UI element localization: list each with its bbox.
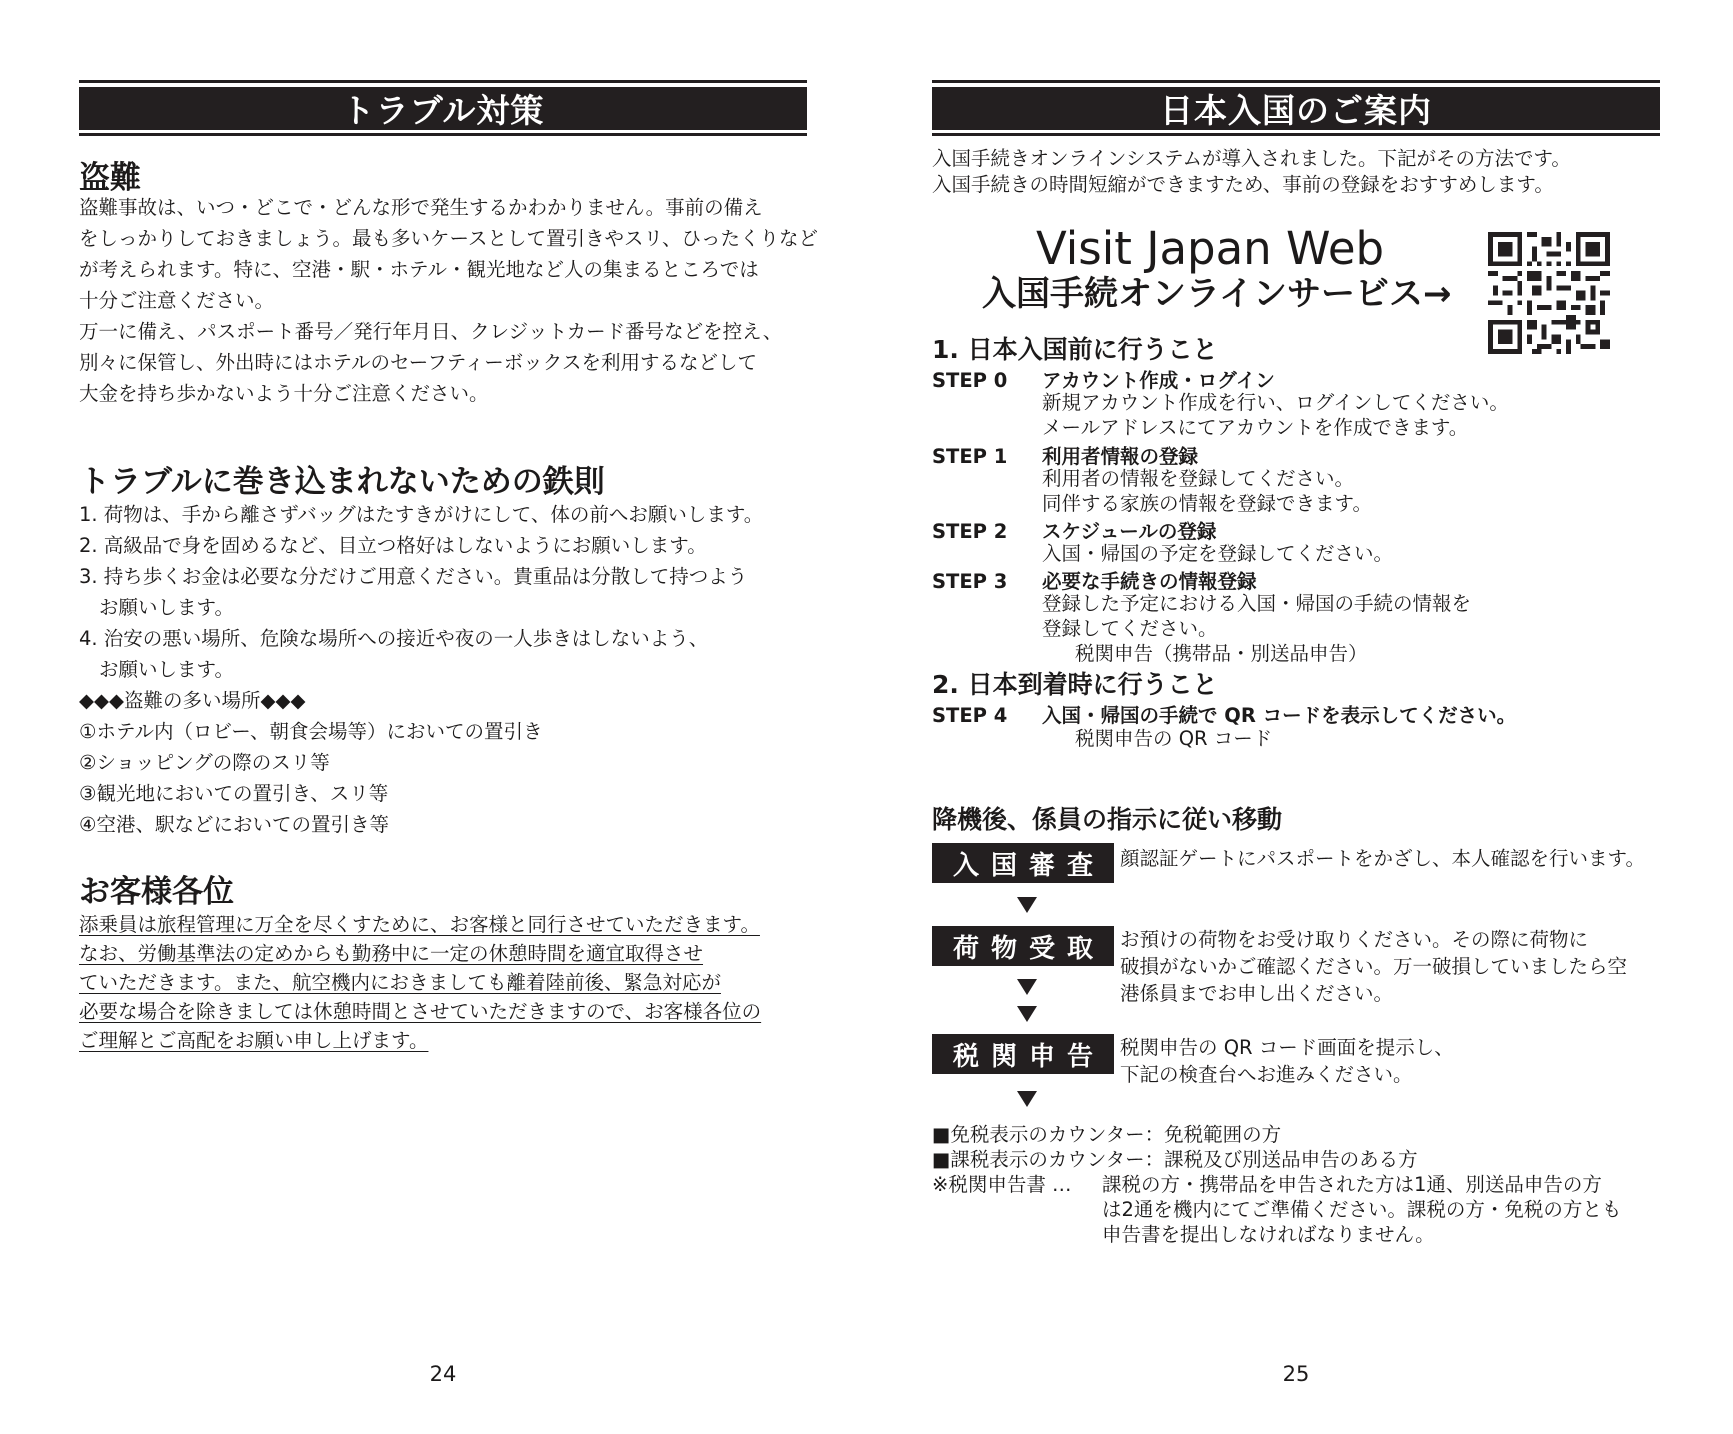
page-right — [932, 0, 1660, 1434]
step-3-desc-line: 登録してください。 — [1042, 617, 1218, 640]
counter-list — [932, 1122, 1418, 1172]
counter-item: ■課税表示のカウンター：課税及び別送品申告のある方 — [932, 1148, 1418, 1171]
step-3-label: STEP 3 — [932, 570, 1008, 593]
baggage-desc-line: 破損がないかご確認ください。万一破損していましたら空 — [1120, 955, 1628, 978]
customs-desc-line: 下記の検査台へお進みください。 — [1120, 1063, 1413, 1086]
baggage-box: 荷物受取 — [932, 926, 1114, 966]
list-item: 2. 高級品で身を固めるなど、目立つ格好はしないようにお願いします。 — [79, 534, 707, 557]
step-1-desc-line: 利用者の情報を登録してください。 — [1042, 467, 1355, 490]
theft-title: 盗難 — [79, 160, 141, 196]
notice-line: 添乗員は旅程管理に万全を尽くすために、お客様と同行させていただきます。 — [79, 913, 760, 936]
down-arrow-icon — [1017, 1091, 1037, 1107]
down-arrow-icon — [1017, 1006, 1037, 1022]
note-line: 課税の方・携帯品を申告された方は1通、別送品申告の方 — [1102, 1173, 1602, 1196]
declaration-note — [1102, 1172, 1621, 1247]
theft-line: 別々に保管し、外出時にはホテルのセーフティーボックスを利用するなどして — [79, 351, 758, 374]
list-item: ③観光地においての置引き、スリ等 — [79, 782, 389, 805]
baggage-desc — [1120, 926, 1627, 1007]
step-2-row — [932, 516, 1216, 544]
list-item: 4. 治安の悪い場所、危険な場所への接近や夜の一人歩きはしないよう、 — [79, 627, 709, 650]
immigration-desc-line: 顔認証ゲートにパスポートをかざし、本人確認を行います。 — [1120, 847, 1645, 870]
list-item: お願いします。 — [99, 658, 234, 681]
step-4-label: STEP 4 — [932, 704, 1008, 727]
step-2-desc-line: 入国・帰国の予定を登録してください。 — [1042, 542, 1394, 565]
visit-japan-web-title[interactable]: Visit Japan Web — [1036, 222, 1385, 275]
list-item: ②ショッピングの際のスリ等 — [79, 751, 330, 774]
step-1-title: 利用者情報の登録 — [1042, 445, 1199, 468]
baggage-desc-line: 港係員までお申し出ください。 — [1120, 982, 1394, 1005]
step-1-row — [932, 441, 1198, 469]
page-left — [79, 0, 819, 1434]
step-0-title: アカウント作成・ログイン — [1042, 369, 1275, 392]
page-number-right: 25 — [1282, 1362, 1310, 1386]
list-item: お願いします。 — [99, 596, 234, 619]
immigration-box: 入国審査 — [932, 843, 1114, 883]
left-header-bar — [79, 80, 807, 130]
customs-desc — [1120, 1034, 1454, 1088]
step-2-title: スケジュールの登録 — [1042, 520, 1217, 543]
intro-line: 入国手続きオンラインシステムが導入されました。下記がその方法です。 — [932, 147, 1571, 170]
step-0-row — [932, 365, 1275, 393]
step-0-desc — [1042, 390, 1509, 440]
left-header-title: トラブル対策 — [341, 91, 545, 130]
list-item: ④空港、駅などにおいての置引き等 — [79, 813, 389, 836]
list-item: ①ホテル内（ロビー、朝食会場等）においての置引き — [79, 720, 543, 743]
step-4-title: 入国・帰国の手続で QR コードを表示してください。 — [1042, 704, 1517, 727]
step-4-row — [932, 700, 1516, 728]
list-item: 1. 荷物は、手から離さずバッグはたすきがけにして、体の前へお願いします。 — [79, 503, 764, 526]
step-3-sub: 税関申告（携帯品・別送品申告） — [1075, 642, 1368, 665]
theft-line: をしっかりしておきましょう。最も多いケースとして置引きやスリ、ひったくりなど — [79, 227, 819, 250]
step-0-label: STEP 0 — [932, 369, 1008, 392]
immigration-desc — [1120, 845, 1645, 872]
theft-line: 十分ご注意ください。 — [79, 289, 275, 312]
theft-line: が考えられます。特に、空港・駅・ホテル・観光地など人の集まるところでは — [79, 258, 759, 281]
customers-notice — [79, 910, 807, 1055]
list-item: 3. 持ち歩くお金は必要な分だけご用意ください。貴重品は分散して持つよう — [79, 565, 748, 588]
notice-line: ていただきます。また、航空機内におきましても離着陸前後、緊急対応が — [79, 971, 721, 994]
theft-line: 大金を持ち歩かないよう十分ご注意ください。 — [79, 382, 489, 405]
intro-text — [932, 146, 1571, 198]
right-header-bar — [932, 80, 1660, 130]
step-3-row — [932, 566, 1257, 594]
theft-line: 盗難事故は、いつ・どこで・どんな形で発生するかわかりません。事前の備え — [79, 196, 763, 219]
notice-line: ご理解とご高配をお願い申し上げます。 — [79, 1029, 429, 1052]
step-0-desc-line: 新規アカウント作成を行い、ログインしてください。 — [1042, 391, 1509, 414]
declaration-note-label: ※税関申告書 … — [932, 1173, 1072, 1196]
step-4-sub: 税関申告の QR コード — [1075, 727, 1273, 750]
baggage-desc-line: お預けの荷物をお受け取りください。その際に荷物に — [1120, 928, 1589, 951]
intro-line: 入国手続きの時間短縮ができますため、事前の登録をおすすめします。 — [932, 173, 1554, 196]
notice-line: 必要な場合を除きましては休憩時間とさせていただきますので、お客様各位の — [79, 1000, 762, 1023]
customers-title: お客様各位 — [79, 874, 234, 910]
theft-paragraph — [79, 192, 818, 409]
list-item: ◆◆◆盗難の多い場所◆◆◆ — [79, 689, 306, 712]
down-arrow-icon — [1017, 897, 1037, 913]
customs-desc-line: 税関申告の QR コード画面を提示し、 — [1120, 1036, 1454, 1059]
down-arrow-icon — [1017, 979, 1037, 995]
step-1-label: STEP 1 — [932, 445, 1008, 468]
step-2-desc — [1042, 541, 1393, 566]
step-3-desc-line: 登録した予定における入国・帰国の手続の情報を — [1042, 592, 1472, 615]
note-line: 申告書を提出しなければなりません。 — [1102, 1223, 1435, 1246]
customs-box: 税関申告 — [932, 1034, 1114, 1074]
step-0-desc-line: メールアドレスにてアカウントを作成できます。 — [1042, 416, 1469, 439]
section1-title: 1. 日本入国前に行うこと — [932, 335, 1218, 364]
step-1-desc — [1042, 466, 1372, 516]
right-header-title: 日本入国のご案内 — [1160, 91, 1432, 130]
step-3-desc — [1042, 591, 1471, 641]
note-line: は2通を機内にてご準備ください。課税の方・免税の方とも — [1102, 1198, 1622, 1221]
notice-line: なお、労働基準法の定めからも勤務中に一定の休憩時間を適宜取得させ — [79, 942, 704, 965]
section2-title: 2. 日本到着時に行うこと — [932, 670, 1218, 699]
step-1-desc-line: 同伴する家族の情報を登録できます。 — [1042, 492, 1372, 515]
visit-japan-web-subtitle[interactable]: 入国手続オンラインサービス→ — [982, 274, 1452, 314]
theft-line: 万一に備え、パスポート番号／発行年月日、クレジットカード番号などを控え、 — [79, 320, 783, 343]
page-number-left: 24 — [429, 1362, 457, 1386]
qr-code-icon[interactable] — [1488, 232, 1610, 354]
step-3-title: 必要な手続きの情報登録 — [1042, 570, 1257, 593]
step-2-label: STEP 2 — [932, 520, 1008, 543]
rules-title: トラブルに巻き込まれないための鉄則 — [79, 464, 605, 500]
arrival-title: 降機後、係員の指示に従い移動 — [932, 805, 1283, 834]
counter-item: ■免税表示のカウンター：免税範囲の方 — [932, 1123, 1282, 1146]
rules-list — [79, 499, 763, 840]
